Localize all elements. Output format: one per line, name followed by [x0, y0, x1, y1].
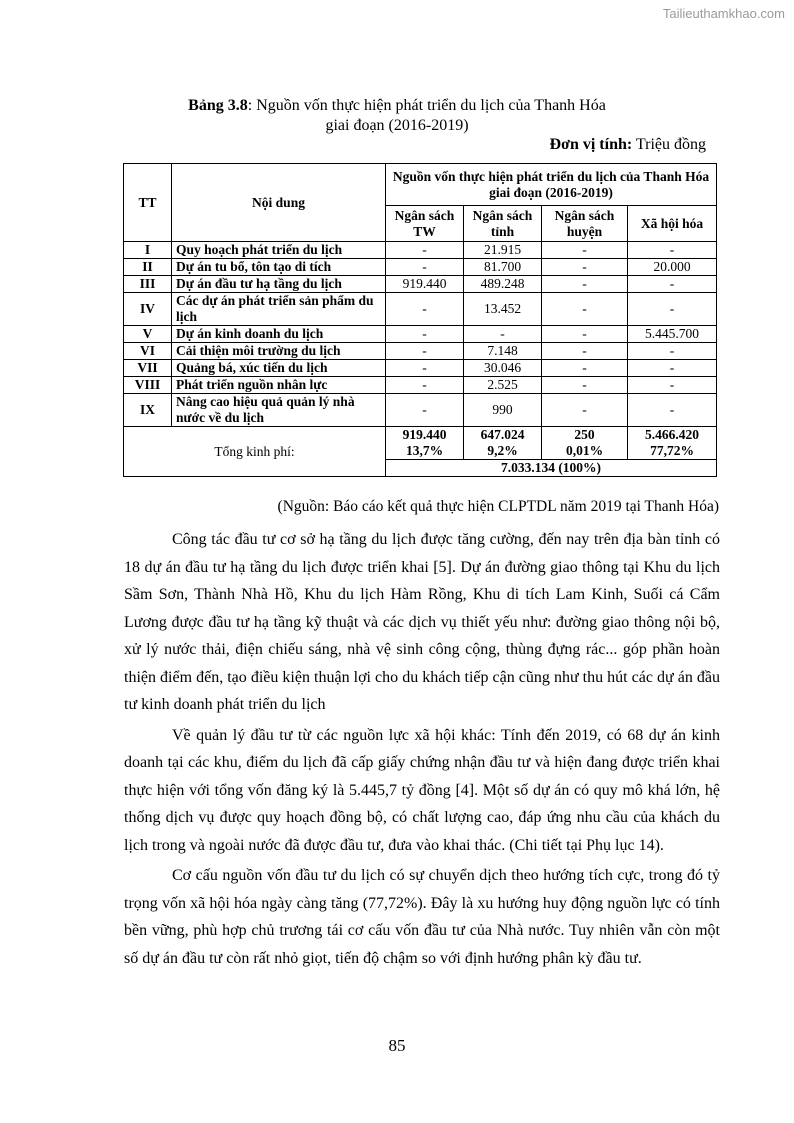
total-row	[124, 427, 717, 460]
row-value: -	[628, 293, 717, 326]
table-row	[124, 360, 717, 377]
row-tt: VII	[124, 360, 172, 377]
total-value: 647.024 9,2%	[464, 427, 542, 460]
row-value: 21.915	[464, 242, 542, 259]
row-value: -	[628, 377, 717, 394]
unit-label	[550, 136, 706, 154]
header-group: Nguồn vốn thực hiện phát triển du lịch của Thanh Hóa giai đoạn (2016-2019)	[386, 164, 717, 206]
row-value: -	[542, 293, 628, 326]
row-value: -	[628, 360, 717, 377]
row-value: -	[542, 276, 628, 293]
table-caption	[0, 96, 794, 136]
row-value: 7.148	[464, 343, 542, 360]
table-row	[124, 394, 717, 427]
row-value: -	[386, 259, 464, 276]
row-tt: IV	[124, 293, 172, 326]
row-tt: V	[124, 326, 172, 343]
row-value: 20.000	[628, 259, 717, 276]
header-col: Ngân sách tỉnh	[464, 206, 542, 242]
row-value: -	[542, 377, 628, 394]
table-row	[124, 293, 717, 326]
row-value: 13.452	[464, 293, 542, 326]
row-value: -	[542, 343, 628, 360]
table-row	[124, 276, 717, 293]
row-value: -	[464, 326, 542, 343]
header-col: Ngân sách TW	[386, 206, 464, 242]
row-value: -	[628, 242, 717, 259]
paragraph: Về quản lý đầu tư từ các nguồn lực xã hội khác: Tính đến 2019, có 68 dự án kinh doanh tại các khu, điểm du lịch đã cấp giấy chứng nhận đầu tư và hiện đang được triển khai thực hiện với tổng vốn đăng ký là 5.445,7 tỷ đồng [4]. Một số dự án có quy mô khá lớn, hệ thống dịch vụ được quy hoạch đồng bộ, có chất lượng cao, đáp ứng nhu cầu của khách du lịch trong và ngoài nước đã được đầu tư, đưa vào khai thác. (Chi tiết tại Phụ lục 14).	[124, 726, 720, 854]
total-label: Tổng kinh phí:	[124, 427, 386, 477]
row-value: -	[386, 360, 464, 377]
watermark: Tailieuthamkhao.com	[662, 6, 785, 21]
row-value: -	[386, 394, 464, 427]
row-content: Cải thiện môi trường du lịch	[172, 343, 386, 360]
header-col: Ngân sách huyện	[542, 206, 628, 242]
row-value: 990	[464, 394, 542, 427]
header-col: Xã hội hóa	[628, 206, 717, 242]
unit-label-value: Triệu đồng	[632, 136, 706, 153]
row-value: 2.525	[464, 377, 542, 394]
total-value: 5.466.420 77,72%	[628, 427, 717, 460]
row-value: -	[386, 242, 464, 259]
caption-line2: giai đoạn (2016-2019)	[325, 117, 469, 134]
row-value: -	[542, 394, 628, 427]
caption-label: Bảng 3.8	[188, 97, 248, 114]
funding-table	[123, 163, 717, 477]
paragraph: Cơ cấu nguồn vốn đầu tư du lịch có sự chuyển dịch theo hướng tích cực, trong đó tỷ trọng vốn xã hội hóa ngày càng tăng (77,72%). Đây là xu hướng huy động nguồn lực có tính bền vững, phù hợp chủ trương tái cơ cấu vốn đầu tư của Nhà nước. Tuy nhiên vẫn còn một số dự án đầu tư còn rất nhỏ giọt, tiến độ chậm so với định hướng phân kỳ đầu tư.	[124, 867, 720, 967]
row-tt: III	[124, 276, 172, 293]
caption-title: : Nguồn vốn thực hiện phát triển du lịch của Thanh Hóa	[247, 97, 606, 114]
table-row	[124, 242, 717, 259]
row-content: Dự án kinh doanh du lịch	[172, 326, 386, 343]
row-tt: II	[124, 259, 172, 276]
row-content: Các dự án phát triển sản phẩm du lịch	[172, 293, 386, 326]
row-content: Quảng bá, xúc tiến du lịch	[172, 360, 386, 377]
row-tt: IX	[124, 394, 172, 427]
row-value: 81.700	[464, 259, 542, 276]
row-tt: VI	[124, 343, 172, 360]
row-value: 919.440	[386, 276, 464, 293]
row-value: -	[628, 394, 717, 427]
row-content: Dự án đầu tư hạ tầng du lịch	[172, 276, 386, 293]
table-row	[124, 343, 717, 360]
row-value: -	[386, 377, 464, 394]
row-value: -	[386, 343, 464, 360]
row-content: Quy hoạch phát triển du lịch	[172, 242, 386, 259]
header-content: Nội dung	[172, 164, 386, 242]
row-value: -	[386, 326, 464, 343]
row-value: 489.248	[464, 276, 542, 293]
row-value: 30.046	[464, 360, 542, 377]
row-value: -	[628, 343, 717, 360]
unit-label-key: Đơn vị tính:	[549, 136, 633, 153]
table-row	[124, 326, 717, 343]
total-value: 250 0,01%	[542, 427, 628, 460]
row-tt: I	[124, 242, 172, 259]
source-note: (Nguồn: Báo cáo kết quả thực hiện CLPTDL năm 2019 tại Thanh Hóa)	[277, 498, 719, 515]
row-tt: VIII	[124, 377, 172, 394]
total-value: 919.440 13,7%	[386, 427, 464, 460]
table-row	[124, 377, 717, 394]
row-value: -	[542, 259, 628, 276]
paragraph: Công tác đầu tư cơ sở hạ tầng du lịch được tăng cường, đến nay trên địa bàn tỉnh có 18 dự án đầu tư hạ tầng du lịch được triển khai [5]. Dự án đường giao thông tại Khu du lịch Sầm Sơn, Thành Nhà Hồ, Khu du lịch Hàm Rồng, Khu di tích Lam Kinh, Suối cá Cẩm Lương được đầu tư hạ tầng kỹ thuật và các dịch vụ thiết yếu như: đường giao thông nội bộ, xử lý nước thải, điện chiếu sáng, nhà vệ sinh công cộng, thùng đựng rác... góp phần hoàn thiện điểm đến, tạo điều kiện thuận lợi cho du khách tiếp cận cũng như thu hút các dự án đầu tư kinh doanh phát triển du lịch	[124, 531, 720, 713]
header-tt: TT	[124, 164, 172, 242]
grand-total: 7.033.134 (100%)	[386, 460, 717, 477]
row-content: Dự án tu bổ, tôn tạo di tích	[172, 259, 386, 276]
row-value: -	[542, 326, 628, 343]
row-value: -	[542, 360, 628, 377]
row-value: -	[386, 293, 464, 326]
row-content: Phát triển nguồn nhân lực	[172, 377, 386, 394]
row-value: -	[542, 242, 628, 259]
row-value: -	[628, 276, 717, 293]
table-row	[124, 259, 717, 276]
row-value: 5.445.700	[628, 326, 717, 343]
body-text	[124, 526, 720, 972]
page-number: 85	[388, 1036, 406, 1055]
row-content: Nâng cao hiệu quả quản lý nhà nước về du lịch	[172, 394, 386, 427]
